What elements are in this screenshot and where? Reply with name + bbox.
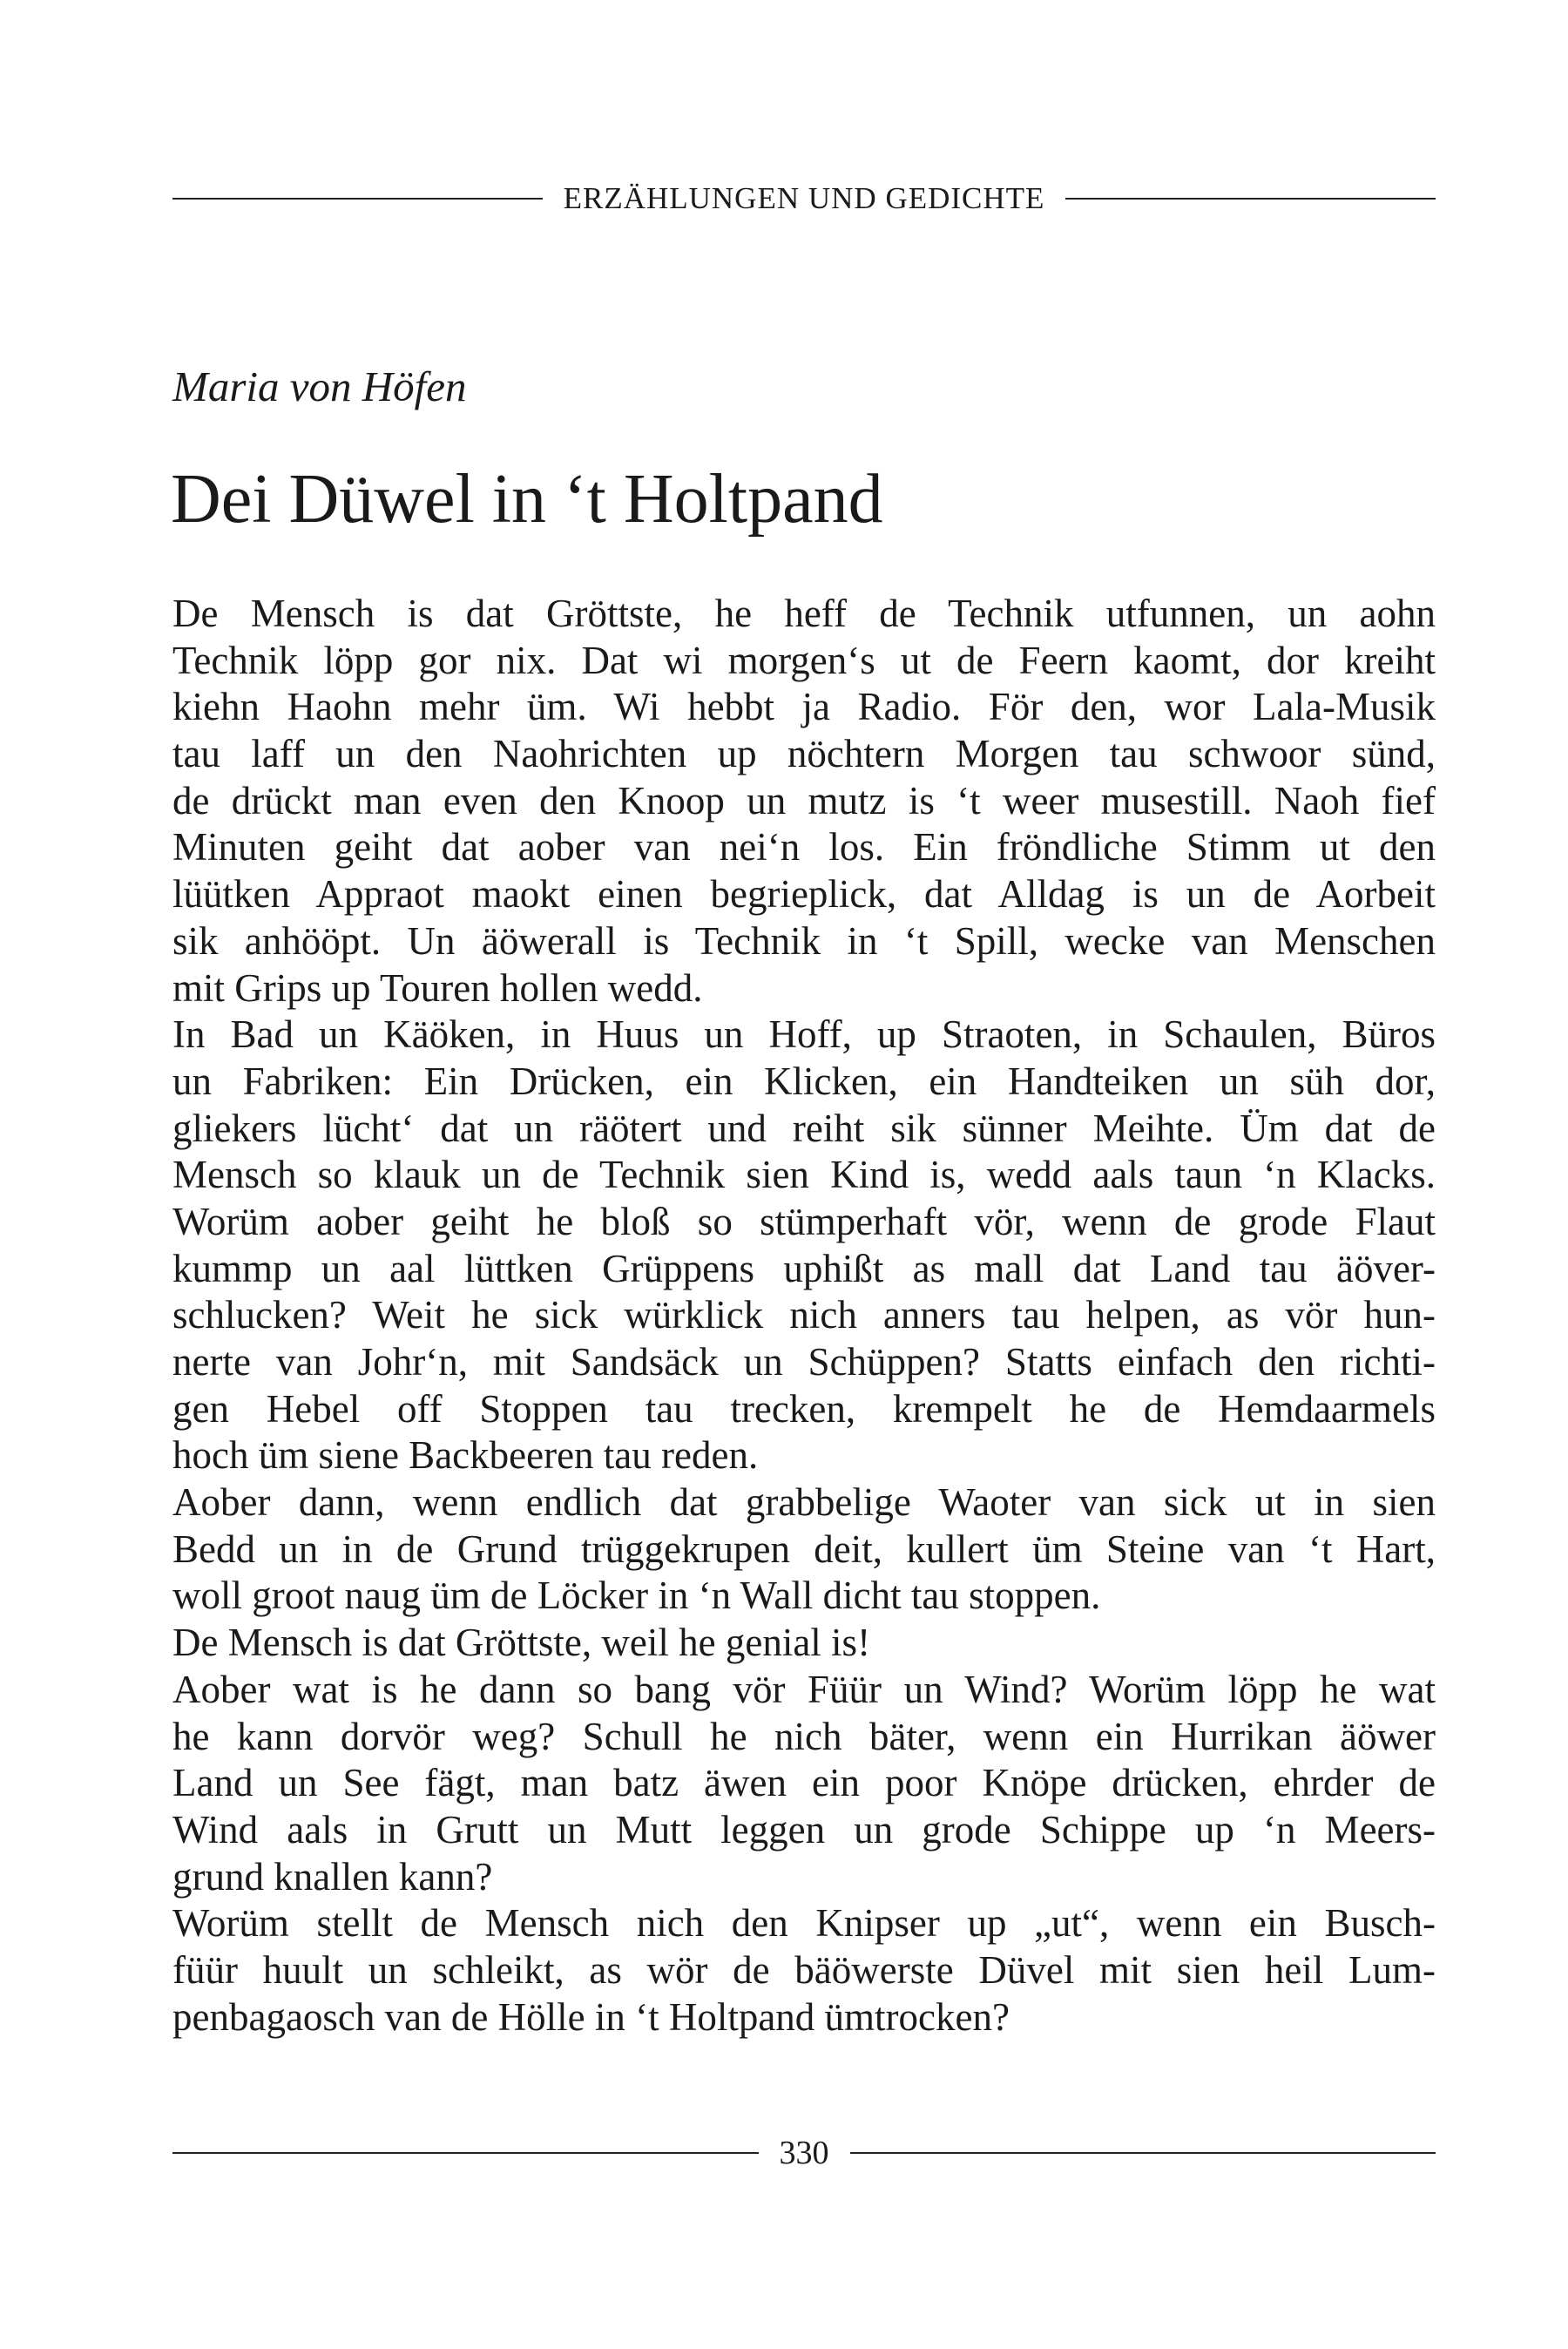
text-line: grund knallen kann? [172, 1854, 493, 1899]
running-head [172, 181, 1436, 216]
text-line: sik anhööpt. Un äöwerall is Technik in ‘t Spill, wecke van Menschen [172, 918, 1436, 963]
text-line: schlucken? Weit he sick würklick nich anners tau helpen, as vör hun- [172, 1293, 1436, 1337]
text-line: woll groot naug üm de Löcker in ‘n Wall dicht tau stoppen. [172, 1574, 1101, 1618]
text-line: Worüm stellt de Mensch nich den Knipser up „ut“, wenn ein Busch- [172, 1901, 1436, 1946]
footer-rule-left [172, 2152, 759, 2154]
story-title: Dei Düwel in ‘t Holtpand [171, 461, 883, 538]
text-line: Aober wat is he dann so bang vör Füür un Wind? Worüm löpp he wat [172, 1667, 1436, 1711]
text-line: de drückt man even den Knoop un mutz is ‘t weer musestill. Naoh fief [172, 778, 1436, 822]
text-line: Minuten geiht dat aober van nei‘n los. Ein fröndliche Stimm ut den [172, 825, 1436, 870]
page-number: 330 [779, 2135, 829, 2171]
text-line: lüütken Appraot maokt einen begrieplick, dat Alldag is un de Aorbeit [172, 872, 1436, 917]
text-line: Bedd un in de Grund trüggekrupen deit, kullert üm Steine van ‘t Hart, [172, 1527, 1436, 1571]
page-footer [172, 2134, 1436, 2172]
text-line: gliekers lücht‘ dat un räötert und reiht sik sünner Meihte. Üm dat de [172, 1106, 1436, 1150]
text-line: gen Hebel off Stoppen tau trecken, krempelt he de Hemdaarmels [172, 1386, 1436, 1431]
text-line: tau laff un den Naohrichten up nöchtern Morgen tau schwoor sünd, [172, 732, 1436, 776]
author-name: Maria von Höfen [172, 362, 467, 410]
text-line: De Mensch is dat Gröttste, weil he genial is! [172, 1621, 871, 1665]
text-line: hoch üm siene Backbeeren tau reden. [172, 1433, 759, 1478]
text-line: Technik löpp gor nix. Dat wi morgen‘s ut de Feern kaomt, dor kreiht [172, 638, 1436, 682]
text-line: füür huult un schleikt, as wör de bäöwerste Düvel mit sien heil Lum- [172, 1947, 1436, 1992]
text-line: kummp un aal lüttken Grüppens uphißt as mall dat Land tau äöver- [172, 1246, 1436, 1290]
text-line: he kann dorvör weg? Schull he nich bäter, wenn ein Hurrikan äöwer [172, 1714, 1436, 1758]
text-line: kiehn Haohn mehr üm. Wi hebbt ja Radio. För den, wor Lala-Musik [172, 685, 1436, 729]
running-head-rule-right [1065, 198, 1436, 200]
running-head-text: ERZÄHLUNGEN UND GEDICHTE [563, 181, 1045, 215]
text-line: Wind aals in Grutt un Mutt leggen un grode Schippe up ‘n Meers- [172, 1807, 1436, 1851]
text-line: Land un See fägt, man batz äwen ein poor Knöpe drücken, ehrder de [172, 1761, 1436, 1805]
text-line: mit Grips up Touren hollen wedd. [172, 965, 703, 1010]
text-line: penbagaosch van de Hölle in ‘t Holtpand ümtrocken? [172, 1994, 1010, 2039]
text-line: un Fabriken: Ein Drücken, ein Klicken, ein Handteiken un süh dor, [172, 1059, 1436, 1103]
text-line: nerte van Johr‘n, mit Sandsäck un Schüppen? Statts einfach den richti- [172, 1340, 1436, 1384]
text-line: Mensch so klauk un de Technik sien Kind is, wedd aals taun ‘n Klacks. [172, 1153, 1436, 1197]
text-line: In Bad un Käöken, in Huus un Hoff, up Straoten, in Schaulen, Büros [172, 1012, 1436, 1057]
text-line: Aober dann, wenn endlich dat grabbelige Waoter van sick ut in sien [172, 1480, 1436, 1525]
text-line: De Mensch is dat Gröttste, he heff de Technik utfunnen, un aohn [172, 592, 1436, 635]
running-head-rule-left [172, 198, 543, 200]
text-line: Worüm aober geiht he bloß so stümperhaft vör, wenn de grode Flaut [172, 1199, 1436, 1243]
story-body [172, 591, 1436, 2041]
footer-rule-right [850, 2152, 1436, 2154]
